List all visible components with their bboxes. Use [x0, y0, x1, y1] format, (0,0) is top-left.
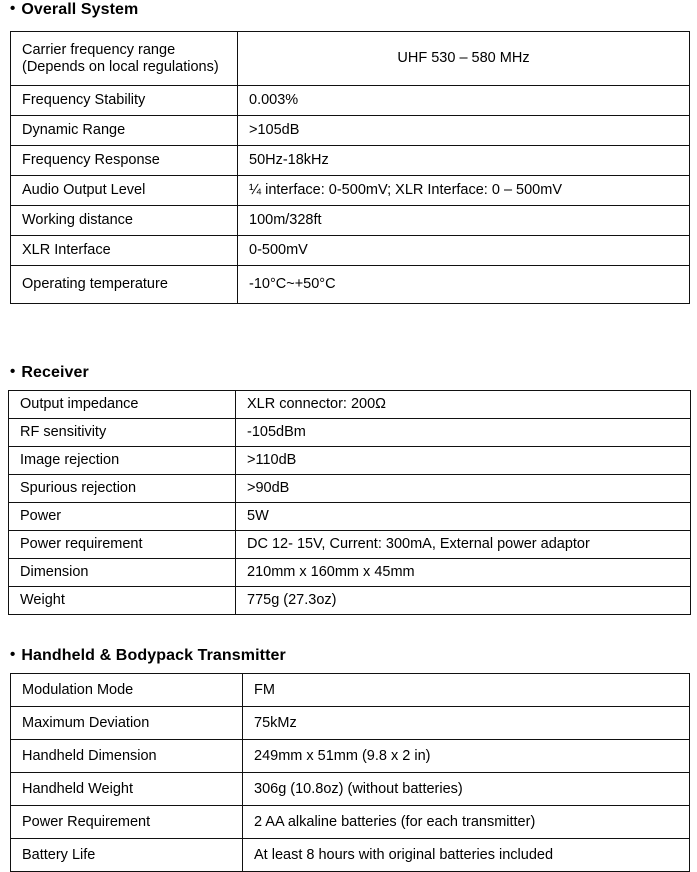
row-value-weight: 775g (27.3oz)	[236, 587, 691, 615]
bullet-icon: •	[10, 646, 16, 663]
section-heading-receiver	[10, 363, 89, 382]
row-label-handheld-dimension: Handheld Dimension	[11, 740, 243, 773]
row-value-working-distance: 100m/328ft	[238, 206, 690, 236]
table-receiver	[8, 390, 691, 615]
table-row	[9, 503, 691, 531]
row-value-power-requirement: DC 12- 15V, Current: 300mA, External power adaptor	[236, 531, 691, 559]
table-handheld-bodypack-transmitter	[10, 673, 690, 872]
row-value-power: 5W	[236, 503, 691, 531]
row-value-handheld-weight: 306g (10.8oz) (without batteries)	[243, 773, 690, 806]
row-label-carrier-frequency-range	[11, 32, 238, 86]
row-value-dimension: 210mm x 160mm x 45mm	[236, 559, 691, 587]
bullet-icon: •	[10, 0, 16, 17]
section-heading-label: Handheld & Bodypack Transmitter	[21, 647, 286, 664]
row-value-spurious-rejection: >90dB	[236, 475, 691, 503]
section-heading-label: Receiver	[21, 364, 89, 381]
table-row	[11, 32, 690, 86]
table-row	[9, 531, 691, 559]
row-value-battery-life: At least 8 hours with original batteries included	[243, 839, 690, 872]
table-row	[9, 475, 691, 503]
row-label-audio-output-level: Audio Output Level	[11, 176, 238, 206]
table-row	[11, 236, 690, 266]
row-label-power-requirement: Power Requirement	[11, 806, 243, 839]
row-value-audio-output-level: ¼ interface: 0-500mV; XLR Interface: 0 – 500mV	[238, 176, 690, 206]
table-row	[9, 447, 691, 475]
row-label-working-distance: Working distance	[11, 206, 238, 236]
row-value-carrier-frequency-range: UHF 530 – 580 MHz	[238, 32, 690, 86]
row-label-power: Power	[9, 503, 236, 531]
row-value-maximum-deviation: 75kMz	[243, 707, 690, 740]
row-label-rf-sensitivity: RF sensitivity	[9, 419, 236, 447]
table-row	[11, 740, 690, 773]
table-row	[11, 839, 690, 872]
bullet-icon: •	[10, 363, 16, 380]
row-label-output-impedance: Output impedance	[9, 391, 236, 419]
table-row	[9, 391, 691, 419]
section-heading-label: Overall System	[21, 1, 139, 18]
row-label-power-requirement: Power requirement	[9, 531, 236, 559]
row-value-xlr-interface: 0-500mV	[238, 236, 690, 266]
row-label-xlr-interface: XLR Interface	[11, 236, 238, 266]
table-row	[11, 266, 690, 304]
table-row	[11, 116, 690, 146]
row-label-modulation-mode: Modulation Mode	[11, 674, 243, 707]
row-label-image-rejection: Image rejection	[9, 447, 236, 475]
row-label-dimension: Dimension	[9, 559, 236, 587]
section-heading-overall-system	[10, 0, 138, 19]
row-value-modulation-mode: FM	[243, 674, 690, 707]
table-row	[11, 176, 690, 206]
carrier-frequency-range-line1: Carrier frequency range	[22, 41, 176, 58]
row-label-frequency-response: Frequency Response	[11, 146, 238, 176]
table-row	[9, 559, 691, 587]
row-value-rf-sensitivity: -105dBm	[236, 419, 691, 447]
table-row	[11, 674, 690, 707]
row-label-dynamic-range: Dynamic Range	[11, 116, 238, 146]
row-label-spurious-rejection: Spurious rejection	[9, 475, 236, 503]
table-row	[11, 773, 690, 806]
section-heading-handheld-bodypack-transmitter	[10, 646, 286, 665]
row-label-frequency-stability: Frequency Stability	[11, 86, 238, 116]
table-row	[11, 707, 690, 740]
row-value-frequency-response: 50Hz-18kHz	[238, 146, 690, 176]
row-label-maximum-deviation: Maximum Deviation	[11, 707, 243, 740]
table-row	[11, 146, 690, 176]
row-value-dynamic-range: >105dB	[238, 116, 690, 146]
table-row	[11, 206, 690, 236]
row-value-output-impedance: XLR connector: 200Ω	[236, 391, 691, 419]
carrier-frequency-range-line2: (Depends on local regulations)	[22, 58, 219, 75]
table-row	[9, 419, 691, 447]
row-value-operating-temperature: -10°C~+50°C	[238, 266, 690, 304]
row-label-battery-life: Battery Life	[11, 839, 243, 872]
row-label-handheld-weight: Handheld Weight	[11, 773, 243, 806]
row-value-power-requirement: 2 AA alkaline batteries (for each transmitter)	[243, 806, 690, 839]
row-value-image-rejection: >110dB	[236, 447, 691, 475]
row-label-weight: Weight	[9, 587, 236, 615]
row-value-frequency-stability: 0.003%	[238, 86, 690, 116]
table-row	[11, 86, 690, 116]
row-label-operating-temperature: Operating temperature	[11, 266, 238, 304]
table-overall-system	[10, 31, 690, 304]
table-row	[9, 587, 691, 615]
row-value-handheld-dimension: 249mm x 51mm (9.8 x 2 in)	[243, 740, 690, 773]
table-row	[11, 806, 690, 839]
